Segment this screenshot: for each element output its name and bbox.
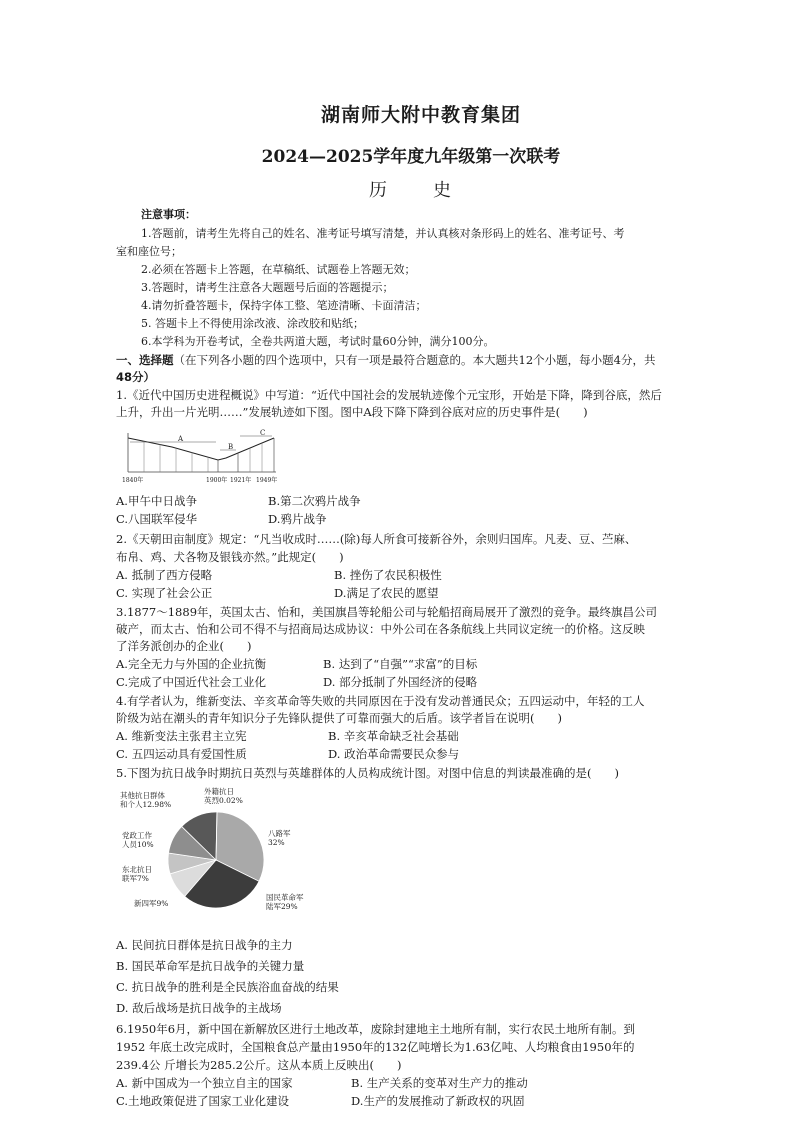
q1-option-a[interactable]: A.甲午中日战争	[116, 494, 197, 508]
notice-title: 注意事项：	[141, 208, 196, 221]
q5-stem: 5.下图为抗日战争时期抗日英烈与英雄群体的人员构成统计图。对图中信息的判读最准确的是( )	[116, 766, 619, 780]
notice-item: 2.必须在答题卡上答题，在草稿纸、试题卷上答题无效；	[141, 263, 416, 276]
year-label: 1840年	[122, 477, 144, 484]
q2-stem: 2.《天朝田亩制度》规定：“凡当收成时……(除)每人所食可接新谷外，余则归国库。凡麦、豆、苎麻、	[116, 532, 637, 546]
q4-option-d[interactable]: D. 政治革命需要民众参与	[328, 747, 460, 761]
pie-slice-label: 和个人12.98%	[120, 800, 172, 809]
q6-stem: 6.1950年6月，新中国在新解放区进行土地改革，废除封建地主土地所有制，实行农民土地所有制。到	[116, 1022, 636, 1036]
pie-slice-label: 东北抗日	[122, 865, 152, 874]
q1-option-d[interactable]: D.鸦片战争	[268, 512, 327, 526]
notice-item: 4.请勿折叠答题卡，保持字体工整、笔迹清晰、卡面清洁；	[141, 299, 427, 312]
q2-option-a[interactable]: A. 抵制了西方侵略	[116, 568, 213, 582]
pie-slice-label: 新四军9%	[134, 899, 169, 908]
q2-option-b[interactable]: B. 挫伤了农民积极性	[334, 568, 442, 582]
segment-label-c: C	[260, 429, 266, 437]
q6-option-d[interactable]: D.生产的发展推动了新政权的巩固	[351, 1094, 525, 1108]
q2-option-c[interactable]: C. 实现了社会公正	[116, 586, 213, 600]
pie-slice-label: 国民革命军	[266, 893, 304, 902]
section-score: 48分）	[116, 370, 156, 384]
q5-option-a[interactable]: A. 民间抗日群体是抗日战争的主力	[116, 938, 293, 952]
q1-option-b[interactable]: B.第二次鸦片战争	[268, 494, 361, 508]
q4-option-a[interactable]: A. 维新变法主张君主立宪	[116, 729, 247, 743]
q6-option-b[interactable]: B. 生产关系的变革对生产力的推动	[351, 1076, 528, 1090]
q3-stem: 3.1877～1889年，英国太古、怡和，美国旗昌等轮船公司与轮船招商局展开了激烈的竞争。最终旗昌公司	[116, 605, 658, 619]
q4-option-c[interactable]: C. 五四运动具有爱国性质	[116, 747, 247, 761]
pie-slice-label: 八路军	[268, 829, 291, 838]
notice-item: 1.答题前，请考生先将自己的姓名、准考证号填写清楚，并认真核对条形码上的姓名、准考证号、考	[141, 227, 625, 240]
q3-stem: 了洋务派创办的企业( )	[116, 639, 252, 653]
q6-stem: 239.4公 斤增长为285.2公斤。这从本质上反映出( )	[116, 1058, 402, 1072]
pie-slice-label: 32%	[268, 838, 285, 847]
segment-label-b: B	[228, 443, 234, 451]
q6-stem: 1952 年底土改完成时，全国粮食总产量由1950年的132亿吨增长为1.63亿吨、人均粮食由1950年的	[116, 1040, 635, 1054]
pie-slice-label: 其他抗日群体	[120, 791, 165, 800]
pie-slice-label: 党政工作	[122, 831, 152, 840]
pie-slice-label: 外籍抗日	[204, 787, 234, 796]
pie-slice-label: 英烈0.02%	[204, 796, 243, 805]
q5-pie-chart	[118, 786, 318, 922]
q6-option-a[interactable]: A. 新中国成为一个独立自主的国家	[116, 1076, 293, 1090]
q3-option-d[interactable]: D. 部分抵制了外国经济的侵略	[323, 675, 478, 689]
section-heading	[116, 352, 655, 369]
q4-stem: 4.有学者认为，维新变法、辛亥革命等失败的共同原因在于没有发动普通民众；五四运动中，年轻的工人	[116, 694, 645, 708]
pie-slice-label: 联军7%	[122, 874, 149, 883]
q6-option-c[interactable]: C.土地政策促进了国家工业化建设	[116, 1094, 290, 1108]
q4-option-b[interactable]: B. 辛亥革命缺乏社会基础	[328, 729, 459, 743]
notice-item: 6.本学科为开卷考试，全卷共两道大题，考试时量60分钟，满分100分。	[141, 335, 495, 348]
q1-trajectory-figure	[122, 428, 280, 486]
school-title: 湖南师大附中教育集团	[320, 104, 521, 126]
section-label: 一、选择题	[116, 353, 174, 367]
year-label: 1921年	[230, 477, 252, 484]
notice-item: 5. 答题卡上不得使用涂改液、涂改胶和贴纸；	[141, 317, 364, 330]
q5-option-c[interactable]: C. 抗日战争的胜利是全民族浴血奋战的结果	[116, 980, 339, 994]
year-label: 1949年	[256, 477, 278, 484]
pie-slice-label: 人员10%	[122, 840, 154, 849]
subject-title: 历 史	[369, 180, 465, 201]
q3-stem: 破产，而太古、怡和公司不得不与招商局达成协议：中外公司在各条航线上共同议定统一的价格。这反映	[116, 622, 645, 636]
q1-stem: 上升，升出一片光明……”发展轨迹如下图。图中A段下降下降到谷底对应的历史事件是( )	[116, 405, 588, 419]
segment-label-a: A	[178, 435, 184, 443]
q2-option-d[interactable]: D.满足了农民的愿望	[334, 586, 439, 600]
notice-item: 3.答题时，请考生注意各大题题号后面的答题提示；	[141, 281, 394, 294]
year-label: 1900年	[206, 477, 228, 484]
pie-slice-label: 陆军29%	[266, 902, 298, 911]
q5-option-d[interactable]: D. 敌后战场是抗日战争的主战场	[116, 1001, 282, 1015]
exam-title: 2024—2025学年度九年级第一次联考	[261, 147, 561, 167]
q4-stem: 阶级为站在潮头的青年知识分子先锋队提供了可靠而强大的后盾。该学者旨在说明( )	[116, 711, 562, 725]
q3-option-a[interactable]: A.完全无力与外国的企业抗衡	[116, 657, 266, 671]
q2-stem: 布帛、鸡、犬各物及银钱亦然。”此规定( )	[116, 550, 344, 564]
q5-option-b[interactable]: B. 国民革命军是抗日战争的关键力量	[116, 959, 305, 973]
section-instructions: （在下列各小题的四个选项中，只有一项是最符合题意的。本大题共12个小题，每小题4分，共	[173, 353, 656, 367]
q3-option-c[interactable]: C.完成了中国近代社会工业化	[116, 675, 267, 689]
q3-option-b[interactable]: B. 达到了“自强”“求富”的目标	[323, 657, 478, 671]
notice-item: 室和座位号；	[116, 245, 182, 258]
q1-option-c[interactable]: C.八国联军侵华	[116, 512, 198, 526]
q1-stem: 1.《近代中国历史进程概说》中写道：“近代中国社会的发展轨迹像个元宝形，开始是下降，降到谷底，然后	[116, 388, 662, 402]
